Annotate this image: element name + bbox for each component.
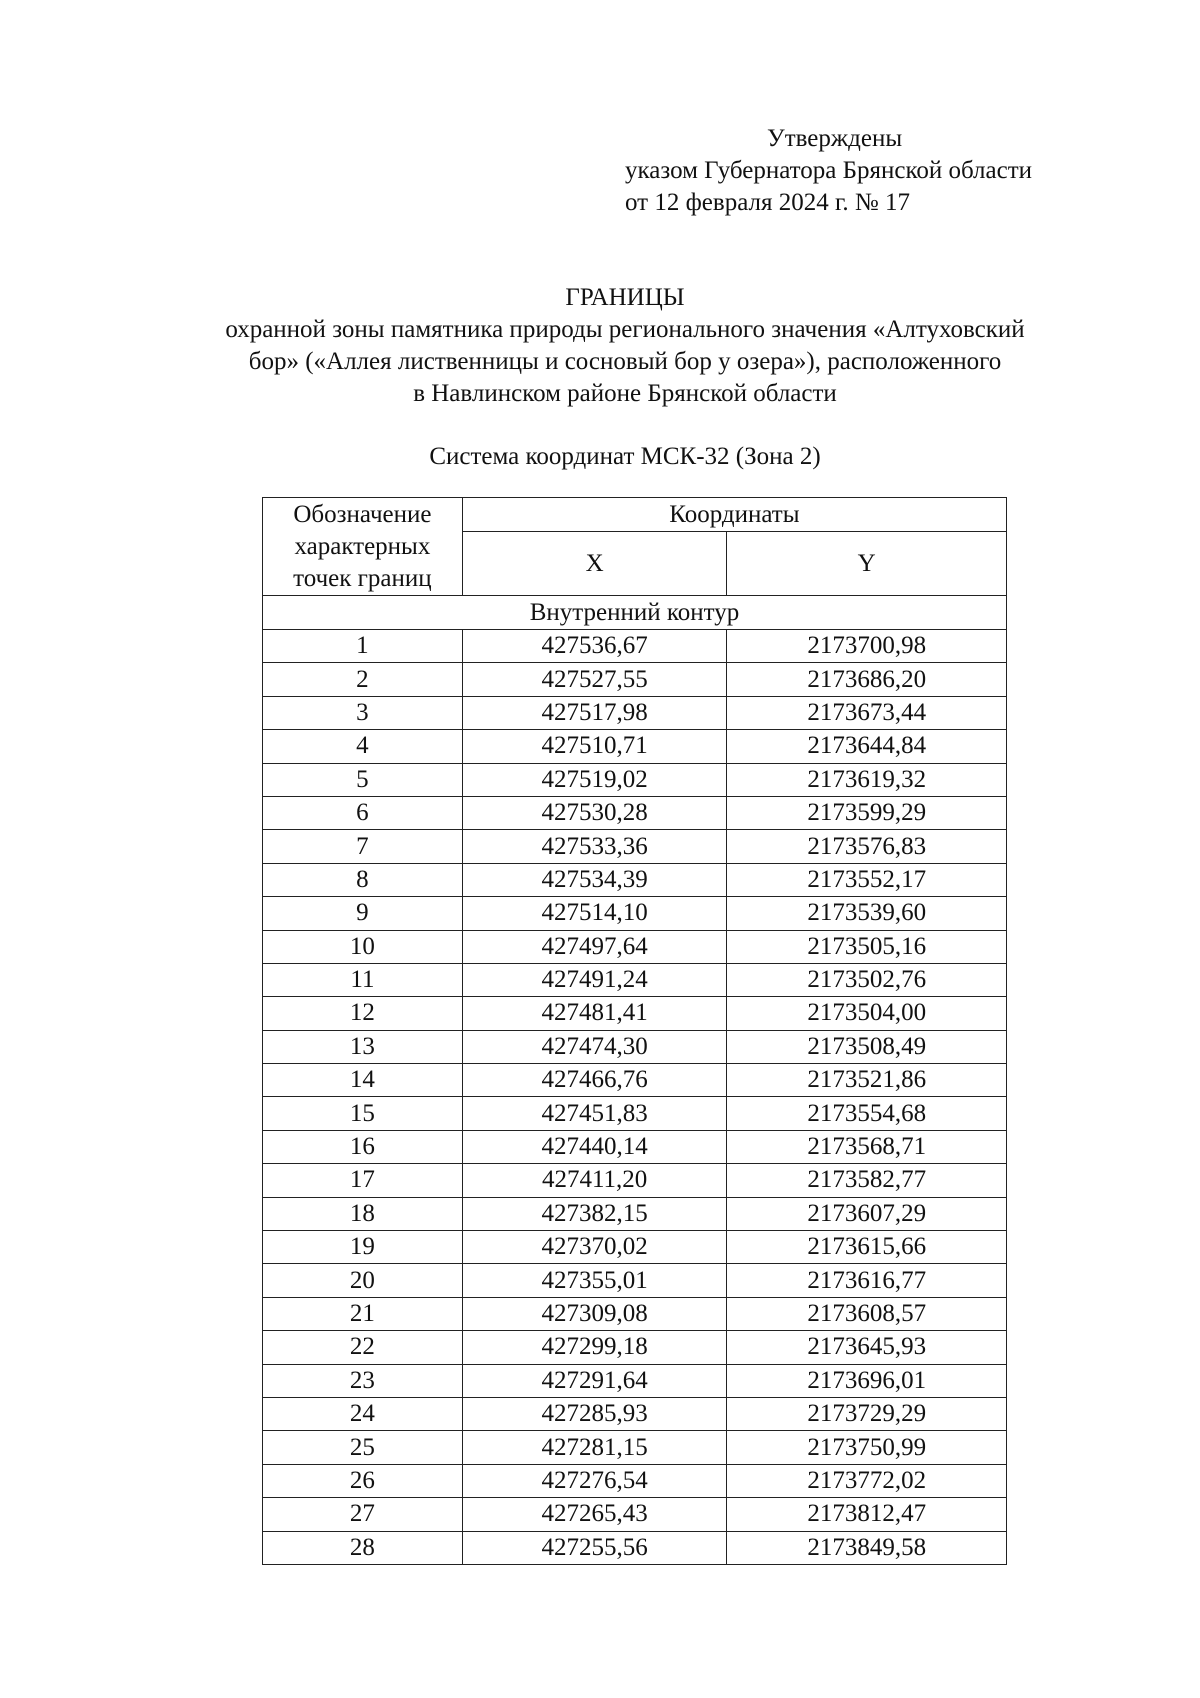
table-row xyxy=(263,1397,1007,1430)
table-row xyxy=(263,1331,1007,1364)
point-number: 15 xyxy=(263,1097,463,1130)
coord-x: 427411,20 xyxy=(462,1164,727,1197)
coord-x: 427299,18 xyxy=(462,1331,727,1364)
coord-y: 2173502,76 xyxy=(727,963,1007,996)
point-number: 11 xyxy=(263,963,463,996)
coord-y: 2173772,02 xyxy=(727,1464,1007,1497)
point-number: 10 xyxy=(263,930,463,963)
coord-y: 2173607,29 xyxy=(727,1197,1007,1230)
coord-y: 2173700,98 xyxy=(727,630,1007,663)
coord-y: 2173505,16 xyxy=(727,930,1007,963)
coord-x: 427355,01 xyxy=(462,1264,727,1297)
coord-y: 2173729,29 xyxy=(727,1397,1007,1430)
coord-y: 2173576,83 xyxy=(727,830,1007,863)
point-number: 28 xyxy=(263,1531,463,1564)
table-row xyxy=(263,863,1007,896)
table-row xyxy=(263,730,1007,763)
table-row xyxy=(263,663,1007,696)
coord-x: 427281,15 xyxy=(462,1431,727,1464)
point-number: 4 xyxy=(263,730,463,763)
table-row xyxy=(263,1097,1007,1130)
coord-y: 2173508,49 xyxy=(727,1030,1007,1063)
header-coordinates: Координаты xyxy=(462,498,1006,532)
coord-y: 2173616,77 xyxy=(727,1264,1007,1297)
coord-y: 2173554,68 xyxy=(727,1097,1007,1130)
title-heading: ГРАНИЦЫ xyxy=(565,284,685,311)
coord-y: 2173608,57 xyxy=(727,1297,1007,1330)
point-number: 21 xyxy=(263,1297,463,1330)
coord-y: 2173644,84 xyxy=(727,730,1007,763)
table-row xyxy=(263,630,1007,663)
coord-x: 427382,15 xyxy=(462,1197,727,1230)
coord-y: 2173673,44 xyxy=(727,696,1007,729)
coord-y: 2173812,47 xyxy=(727,1498,1007,1531)
coord-x: 427265,43 xyxy=(462,1498,727,1531)
coord-x: 427534,39 xyxy=(462,863,727,896)
coordinate-system-label: Система координат МСК-32 (Зона 2) xyxy=(429,443,821,470)
point-number: 5 xyxy=(263,763,463,796)
coord-x: 427474,30 xyxy=(462,1030,727,1063)
point-number: 16 xyxy=(263,1130,463,1163)
coord-x: 427527,55 xyxy=(462,663,727,696)
coord-x: 427510,71 xyxy=(462,730,727,763)
table-row xyxy=(263,1264,1007,1297)
approval-line-1: Утверждены xyxy=(767,125,903,152)
table-row xyxy=(263,1164,1007,1197)
coordinates-table xyxy=(262,497,1007,1565)
table-row xyxy=(263,830,1007,863)
table-row xyxy=(263,1064,1007,1097)
coord-x: 427530,28 xyxy=(462,796,727,829)
table-row xyxy=(263,1130,1007,1163)
coord-x: 427370,02 xyxy=(462,1231,727,1264)
coord-x: 427514,10 xyxy=(462,897,727,930)
coord-x: 427497,64 xyxy=(462,930,727,963)
point-number: 3 xyxy=(263,696,463,729)
table-row xyxy=(263,1030,1007,1063)
point-number: 25 xyxy=(263,1431,463,1464)
coord-y: 2173849,58 xyxy=(727,1531,1007,1564)
coord-x: 427291,64 xyxy=(462,1364,727,1397)
coord-x: 427517,98 xyxy=(462,696,727,729)
table-row xyxy=(263,1431,1007,1464)
point-number: 12 xyxy=(263,997,463,1030)
approval-line-2: указом Губернатора Брянской области xyxy=(625,157,1033,184)
table-row xyxy=(263,1498,1007,1531)
table-row xyxy=(263,763,1007,796)
coord-x: 427481,41 xyxy=(462,997,727,1030)
coord-x: 427255,56 xyxy=(462,1531,727,1564)
coord-y: 2173599,29 xyxy=(727,796,1007,829)
point-number: 19 xyxy=(263,1231,463,1264)
coord-x: 427276,54 xyxy=(462,1464,727,1497)
coord-y: 2173619,32 xyxy=(727,763,1007,796)
coord-x: 427466,76 xyxy=(462,1064,727,1097)
table-row xyxy=(263,930,1007,963)
coord-y: 2173686,20 xyxy=(727,663,1007,696)
coord-x: 427451,83 xyxy=(462,1097,727,1130)
header-points: Обозначение характерных точек границ xyxy=(263,498,463,596)
section-label: Внутренний контур xyxy=(263,596,1007,630)
point-number: 24 xyxy=(263,1397,463,1430)
coord-y: 2173750,99 xyxy=(727,1431,1007,1464)
coord-y: 2173504,00 xyxy=(727,997,1007,1030)
table-row xyxy=(263,696,1007,729)
point-number: 18 xyxy=(263,1197,463,1230)
coord-x: 427533,36 xyxy=(462,830,727,863)
point-number: 23 xyxy=(263,1364,463,1397)
approval-stamp xyxy=(625,123,1032,219)
header-x: X xyxy=(462,532,727,596)
point-number: 9 xyxy=(263,897,463,930)
coord-x: 427285,93 xyxy=(462,1397,727,1430)
table-row xyxy=(263,1197,1007,1230)
coord-y: 2173568,71 xyxy=(727,1130,1007,1163)
point-number: 8 xyxy=(263,863,463,896)
point-number: 26 xyxy=(263,1464,463,1497)
table-row xyxy=(263,963,1007,996)
coord-y: 2173582,77 xyxy=(727,1164,1007,1197)
point-number: 27 xyxy=(263,1498,463,1531)
coord-y: 2173521,86 xyxy=(727,1064,1007,1097)
point-number: 20 xyxy=(263,1264,463,1297)
table-row xyxy=(263,1297,1007,1330)
coord-y: 2173645,93 xyxy=(727,1331,1007,1364)
title-line-1: охранной зоны памятника природы регионального значения «Алтуховский xyxy=(225,316,1025,343)
table-row xyxy=(263,796,1007,829)
point-number: 1 xyxy=(263,630,463,663)
point-number: 2 xyxy=(263,663,463,696)
title-line-2: бор» («Аллея лиственницы и сосновый бор у озера»), расположенного xyxy=(248,348,1002,375)
point-number: 22 xyxy=(263,1331,463,1364)
document-title xyxy=(150,282,1100,410)
point-number: 17 xyxy=(263,1164,463,1197)
table-row xyxy=(263,897,1007,930)
table-row xyxy=(263,1231,1007,1264)
coord-y: 2173696,01 xyxy=(727,1364,1007,1397)
point-number: 7 xyxy=(263,830,463,863)
table-row xyxy=(263,1531,1007,1564)
header-y: Y xyxy=(727,532,1007,596)
coord-y: 2173615,66 xyxy=(727,1231,1007,1264)
point-number: 6 xyxy=(263,796,463,829)
coord-y: 2173552,17 xyxy=(727,863,1007,896)
table-row xyxy=(263,1364,1007,1397)
coord-x: 427440,14 xyxy=(462,1130,727,1163)
point-number: 13 xyxy=(263,1030,463,1063)
point-number: 14 xyxy=(263,1064,463,1097)
coord-x: 427309,08 xyxy=(462,1297,727,1330)
table-row xyxy=(263,997,1007,1030)
coord-y: 2173539,60 xyxy=(727,897,1007,930)
coord-x: 427536,67 xyxy=(462,630,727,663)
title-line-3: в Навлинском районе Брянской области xyxy=(413,380,837,407)
approval-line-3: от 12 февраля 2024 г. № 17 xyxy=(625,189,911,216)
coord-x: 427519,02 xyxy=(462,763,727,796)
table-row xyxy=(263,1464,1007,1497)
coord-x: 427491,24 xyxy=(462,963,727,996)
